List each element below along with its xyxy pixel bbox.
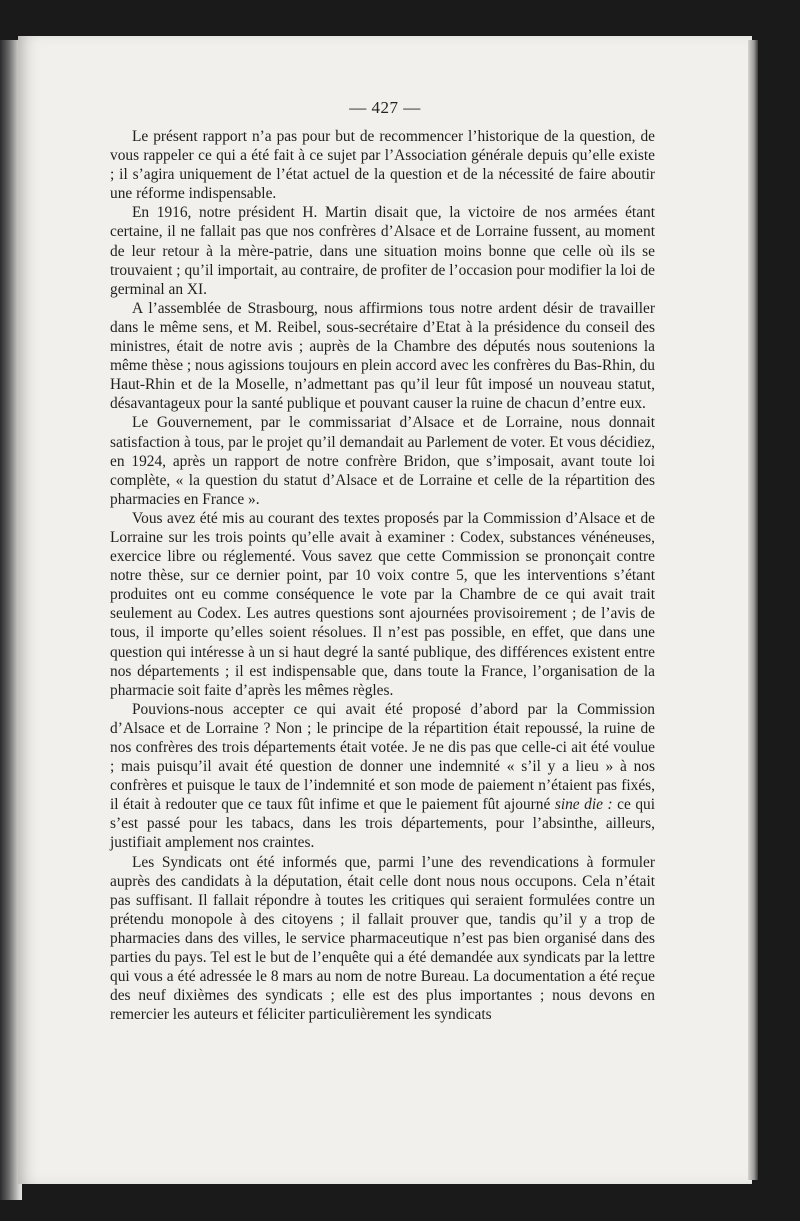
book-page: [18, 36, 752, 1184]
paragraph: En 1916, notre président H. Martin disait que, la victoire de nos armées étant certaine, il ne fallait pas que nos confrères d’Alsace et de Lorraine fussent, au moment de leur retour à la mère-patrie, dans une situation moins bonne que celle où ils se trouvaient ; qu’il importait, au contraire, de profiter de l’occasion pour modifier la loi de germinal an XI.: [110, 204, 655, 298]
page-right-edge: [748, 40, 758, 1180]
paragraph: Les Syndicats ont été informés que, parmi l’une des revendications à formuler auprès des candidats à la députation, était celle dont nous nous occupons. Cela n’était pas suffisant. Il fallait répondre à toutes les critiques qui seraient formulées contre un prétendu monopole à des citoyens ; il fallait prouver que, tandis qu’il y a trop de pharmacies dans des villes, le service pharmaceutique n’est pas bien organisé dans des parties du pays. Tel est le but de l’enquête qui a été demandée aux syndicats par la lettre qui vous a été adressée le 8 mars au nom de notre Bureau. La documentation a été reçue des neuf dixièmes des syndicats ; elle est des plus importantes ; nous devons en remercier les auteurs et féliciter particulièrement les syndicats: [110, 853, 655, 1024]
paragraph-text: ce qui s’est passé pour les tabacs, dans les trois départements, pour l’absinthe, ailleurs, justifiait amplement nos craintes.: [110, 796, 655, 852]
paragraph: Vous avez été mis au courant des textes proposés par la Commission d’Alsace et de Lorraine sur les trois points qu’elle avait à examiner : Codex, substances vénéneuses, exercice libre ou réglementé. Vous savez que cette Commission se prononçait contre notre thèse, sur ce dernier point, par 10 voix contre 5, que les interventions s’étant produites ont eu comme conséquence le vote par la Chambre de ce qui avait trait seulement au Codex. Les autres questions sont ajournées provisoirement ; de l’avis de tous, il importe qu’elles soient résolues. Il n’est pas possible, en effet, que dans une question qui intéresse à un si haut degré la santé publique, des différences existent entre nos départements ; il est indispensable que, dans toute la France, l’organisation de la pharmacie soit faite d’après les mêmes règles.: [110, 509, 655, 699]
page-number: — 427 —: [349, 98, 421, 117]
paragraph-text: Pouvions-nous accepter ce qui avait été proposé d’abord par la Commission d’Alsace et de Lorraine ? Non ; le principe de la répartition était repoussé, la ruine de nos confrères des trois départements était votée. Je ne dis pas que celle-ci ait été voulue ; mais puisqu’il avait été question de donner une indemnité « s’il y a lieu » à nos confrères et puisque le taux de l’indemnité et son mode de paiement n’étaient pas fixés, il était à redouter que ce taux fût infime et que le paiement fût ajourné: [110, 700, 655, 814]
body-text: [110, 127, 655, 1024]
paragraph: A l’assemblée de Strasbourg, nous affirmions tous notre ardent désir de travailler dans le même sens, et M. Reibel, sous-secrétaire d’Etat à la présidence du conseil des ministres, était de notre avis ; auprès de la Chambre des députés nous soutenions la même thèse ; nous agissions toujours en plein accord avec les confrères du Bas-Rhin, du Haut-Rhin et de la Moselle, n’admettant pas qu’il leur fût imposé un nouveau statut, désavantageux pour la santé publique et pouvant causer la ruine de chacun d’entre eux.: [110, 299, 655, 413]
paragraph: Le Gouvernement, par le commissariat d’Alsace et de Lorraine, nous donnait satisfaction à tous, par le projet qu’il demandait au Parlement de voter. Et vous décidiez, en 1924, après un rapport de notre confrère Bridon, que s’imposait, avant toute loi complète, « la question du statut d’Alsace et de Lorraine et celle de la répartition des pharmacies en France ».: [110, 414, 655, 508]
italic-phrase: sine die :: [554, 796, 613, 814]
paragraph: Le présent rapport n’a pas pour but de recommencer l’historique de la question, de vous rappeler ce qui a été fait à ce sujet par l’Association générale depuis qu’elle existe ; il s’agira uniquement de l’état actuel de la question et de la nécessité de faire aboutir une réforme indispensable.: [110, 128, 655, 203]
paragraph: [110, 700, 655, 853]
